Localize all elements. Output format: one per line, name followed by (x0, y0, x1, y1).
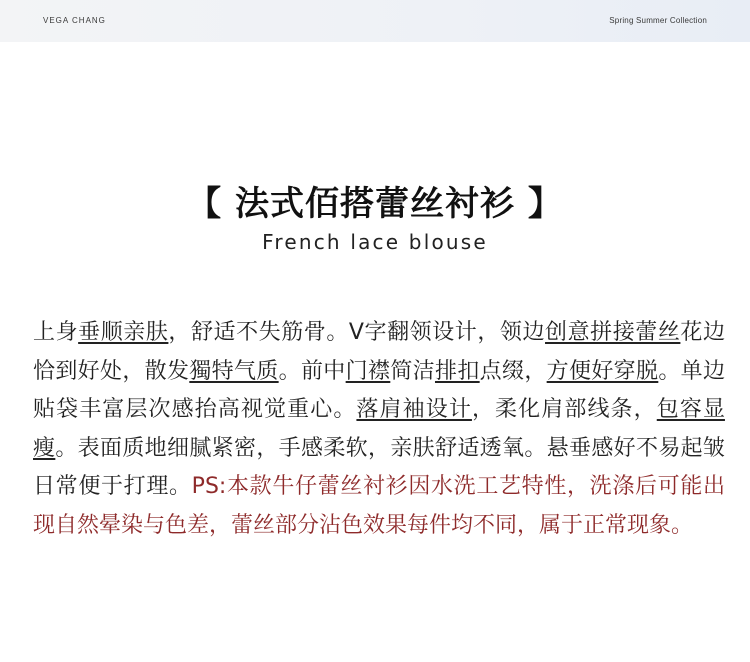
desc-highlight: 排扣 (434, 358, 480, 384)
desc-text: 。单边贴袋丰富层次感抬高视觉重心。 (33, 358, 725, 423)
desc-text: 。表面质地细腻紧密，手感柔软，亲肤舒适透氧。悬垂感好不易起皱日常便于打理。 (33, 435, 725, 500)
desc-highlight: 垂顺亲肤 (78, 320, 169, 345)
desc-highlight: 创意拼接蕾丝 (545, 320, 681, 345)
header-band (0, 0, 750, 42)
desc-text: 简洁 (390, 358, 435, 384)
desc-text: 。前中 (278, 358, 346, 384)
desc-highlight: 门襟 (345, 358, 391, 384)
desc-highlight: 方便好穿脱 (546, 358, 659, 384)
collection-label: Spring Summer Collection (609, 16, 707, 25)
brand-name: VEGA CHANG (43, 16, 106, 25)
product-description (33, 314, 725, 546)
desc-highlight: 包容显瘦 (33, 397, 725, 461)
desc-highlight: 獨特气质 (189, 358, 279, 384)
desc-highlight: 落肩袖设计 (356, 397, 472, 423)
desc-text: ，舒适不失筋骨。V字翻领设计，领边 (168, 320, 546, 345)
care-note: PS:本款牛仔蕾丝衬衫因水洗工艺特性，洗涤后可能出现自然晕染与色差，蕾丝部分沾色效果每件均不同，属于正常现象。 (33, 474, 725, 538)
desc-text: 花边恰到好处，散发 (33, 320, 725, 384)
desc-text: ，柔化肩部线条， (471, 397, 657, 423)
desc-text: 上身 (33, 320, 79, 345)
desc-text: 点缀， (479, 358, 547, 384)
page-subtitle: French lace blouse (262, 230, 488, 254)
page-title: 【 法式佰搭蕾丝衬衫 】 (187, 184, 563, 224)
